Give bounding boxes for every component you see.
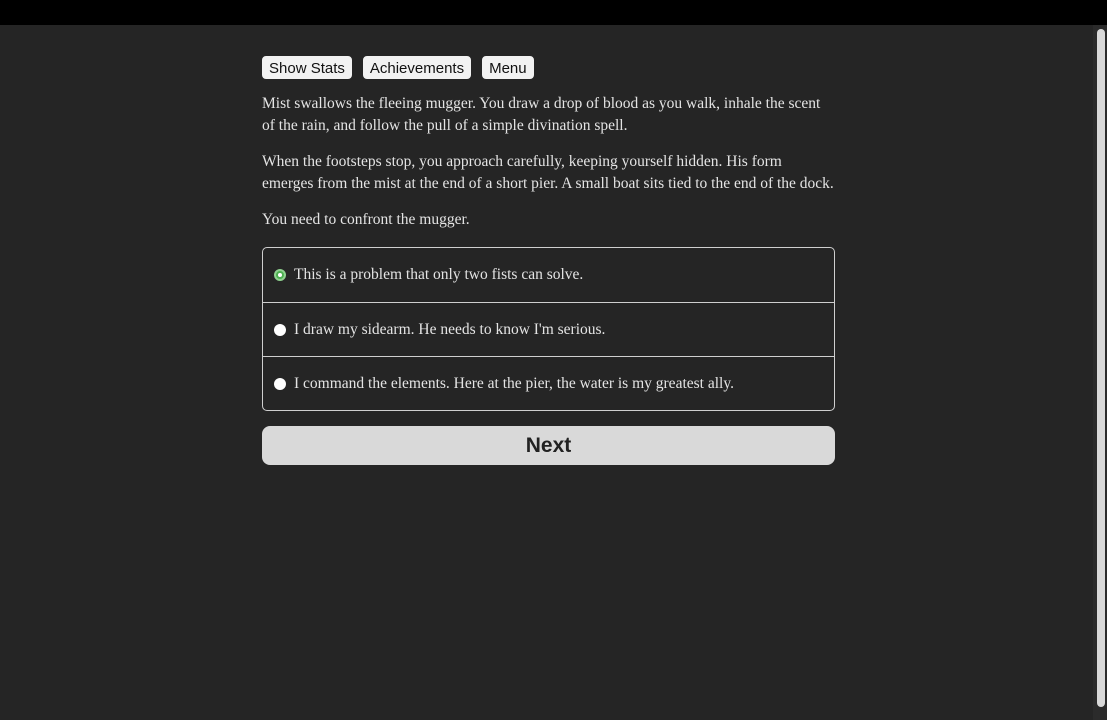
achievements-button[interactable]: Achievements — [363, 56, 471, 79]
radio-unselected-icon[interactable] — [274, 324, 286, 336]
choice-option-fists[interactable] — [263, 248, 834, 302]
show-stats-button[interactable]: Show Stats — [262, 56, 352, 79]
game-content — [262, 56, 835, 465]
radio-unselected-icon[interactable] — [274, 378, 286, 390]
nav-bar — [262, 56, 835, 79]
next-button[interactable]: Next — [262, 426, 835, 465]
story-paragraph: Mist swallows the fleeing mugger. You draw a drop of blood as you walk, inhale the scent of the rain, and follow the pull of a simple divination spell. — [262, 95, 821, 134]
radio-selected-icon[interactable] — [274, 269, 286, 281]
choice-label: This is a problem that only two fists can solve. — [294, 266, 584, 283]
story-paragraph: You need to confront the mugger. — [262, 211, 470, 228]
browser-top-bar — [0, 0, 1107, 25]
choice-label: I draw my sidearm. He needs to know I'm serious. — [294, 320, 606, 338]
choice-label: I command the elements. Here at the pier, the water is my greatest ally. — [294, 374, 734, 392]
scrollbar-thumb[interactable] — [1097, 29, 1105, 707]
menu-button[interactable]: Menu — [482, 56, 534, 79]
choice-list — [262, 247, 835, 411]
choice-option-elements[interactable] — [263, 356, 834, 410]
choice-option-sidearm[interactable] — [263, 302, 834, 356]
story-paragraph: When the footsteps stop, you approach carefully, keeping yourself hidden. His form emerges from the mist at the end of a short pier. A small boat sits tied to the end of the dock. — [262, 153, 834, 192]
story-text — [262, 93, 835, 231]
